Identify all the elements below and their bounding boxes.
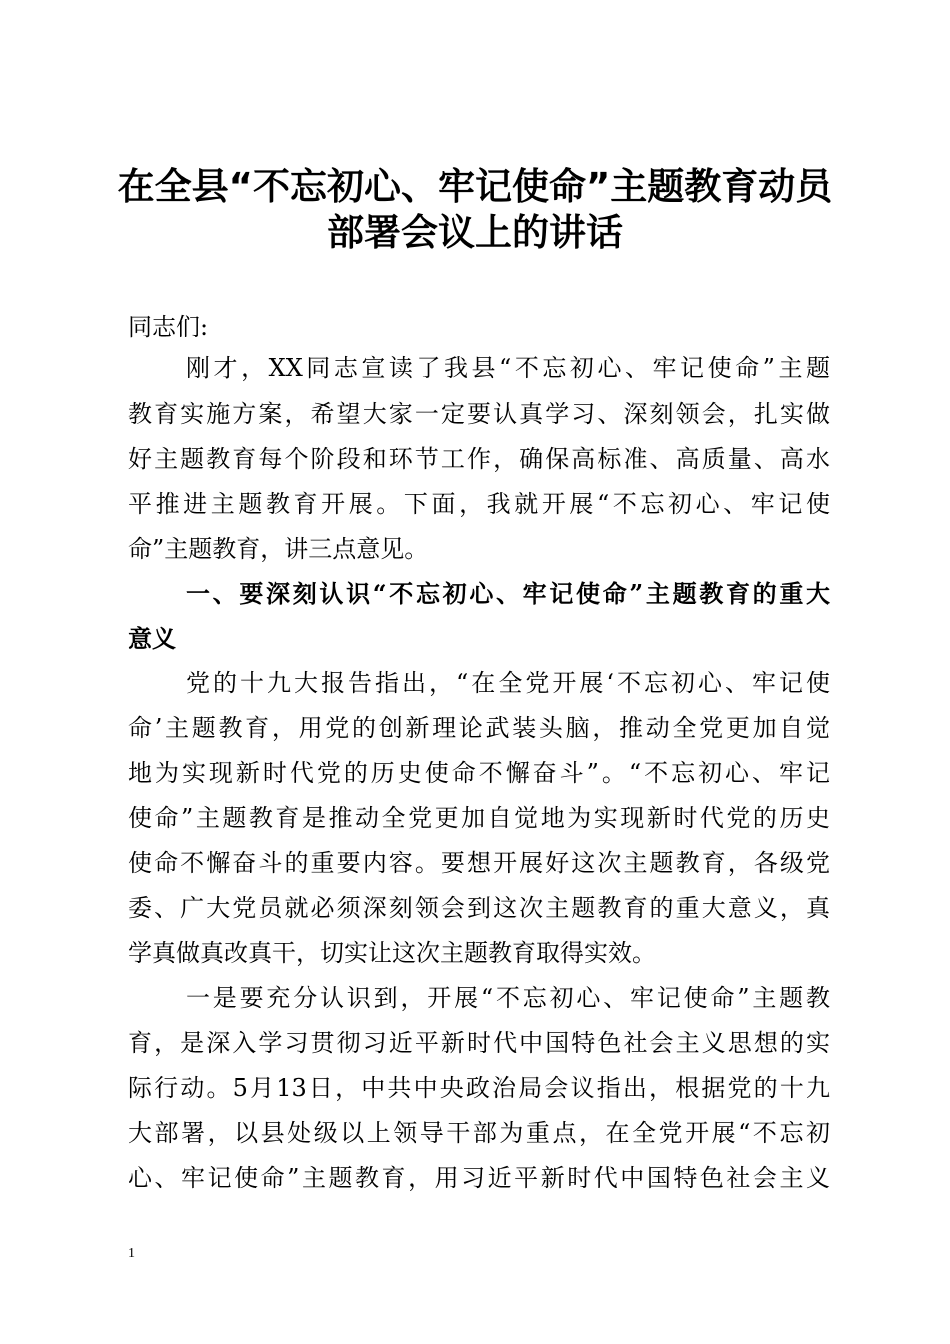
paragraph-line: 命”主题教育，讲三点意见。	[128, 535, 429, 563]
paragraph-line: 刚才，XX同志宣读了我县“不忘初心、牢记使命”主题	[186, 354, 830, 382]
section-heading-line: 意义	[128, 624, 176, 653]
paragraph-line: 好主题教育每个阶段和环节工作，确保高标准、高质量、高水	[128, 445, 830, 473]
paragraph-line: 际行动。5月13日，中共中央政治局会议指出，根据党的十九	[128, 1074, 830, 1102]
document-title-line-2: 部署会议上的讲话	[327, 211, 623, 254]
paragraph-line: 一是要充分认识到，开展“不忘初心、牢记使命”主题教	[186, 984, 830, 1012]
paragraph-line: 平推进主题教育开展。下面，我就开展“不忘初心、牢记使	[128, 490, 830, 518]
document-title-line-1: 在全县“不忘初心、牢记使命”主题教育动员	[117, 165, 833, 208]
paragraph-line: 学真做真改真干，切实让这次主题教育取得实效。	[128, 939, 656, 967]
paragraph-line: 教育实施方案，希望大家一定要认真学习、深刻领会，扎实做	[128, 400, 830, 428]
paragraph-line: 大部署，以县处级以上领导干部为重点，在全党开展“不忘初	[128, 1119, 830, 1147]
page-number: 1	[128, 1246, 135, 1261]
paragraph-line: 心、牢记使命”主题教育，用习近平新时代中国特色社会主义	[128, 1164, 830, 1192]
salutation: 同志们:	[128, 313, 209, 341]
paragraph-line: 委、广大党员就必须深刻领会到这次主题教育的重大意义，真	[128, 894, 830, 922]
paragraph-line: 育，是深入学习贯彻习近平新时代中国特色社会主义思想的实	[128, 1029, 830, 1057]
paragraph-line: 党的十九大报告指出，“在全党开展‘不忘初心、牢记使	[186, 669, 830, 697]
section-heading-line: 一、要深刻认识“不忘初心、牢记使命”主题教育的重大	[186, 579, 830, 608]
paragraph-line: 使命”主题教育是推动全党更加自觉地为实现新时代党的历史	[128, 804, 830, 832]
paragraph-line: 使命不懈奋斗的重要内容。要想开展好这次主题教育，各级党	[128, 849, 830, 877]
paragraph-line: 地为实现新时代党的历史使命不懈奋斗”。“不忘初心、牢记	[128, 759, 830, 787]
paragraph-line: 命’主题教育，用党的创新理论武装头脑，推动全党更加自觉	[128, 714, 830, 742]
